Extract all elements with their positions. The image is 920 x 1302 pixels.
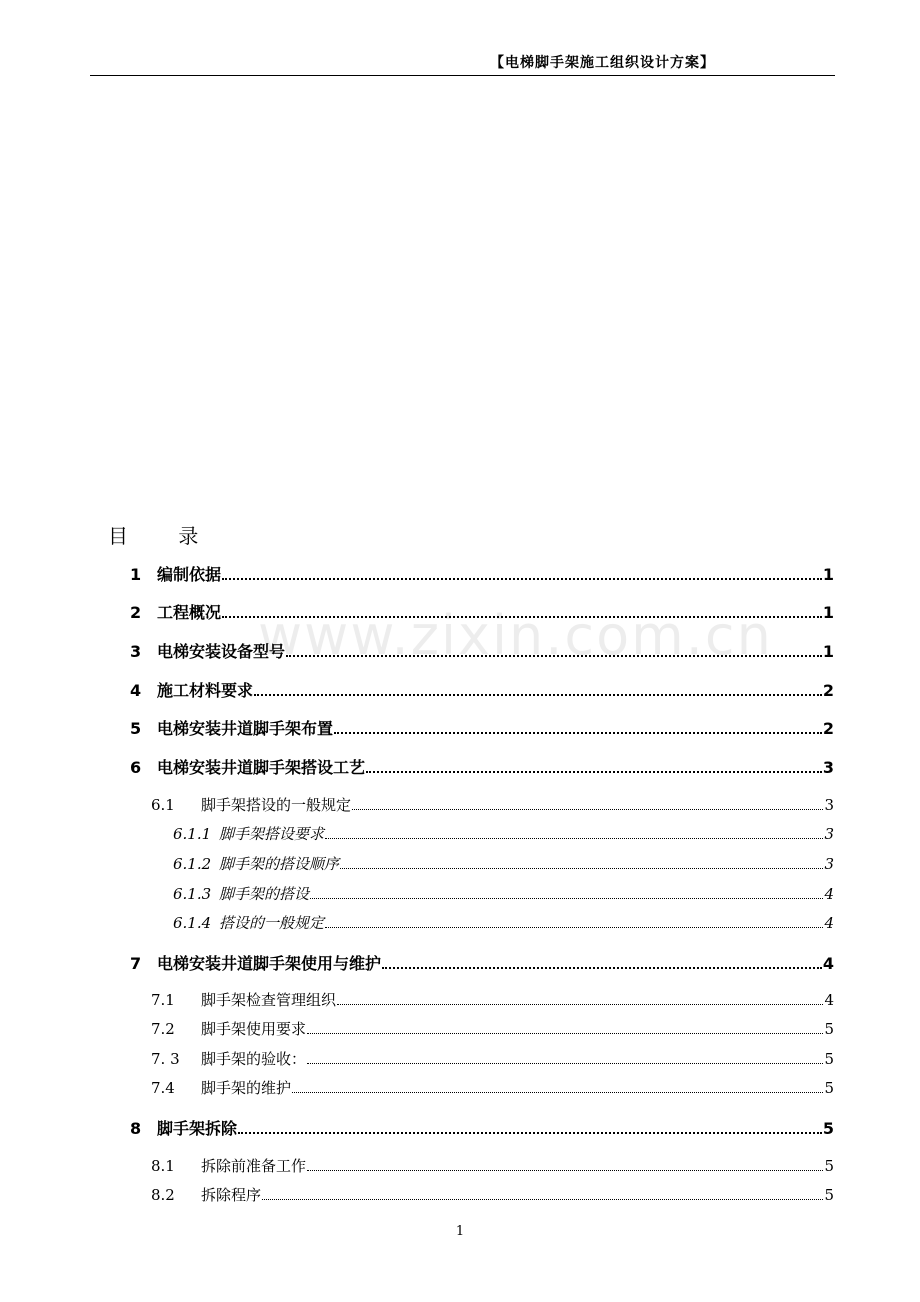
toc-entry-7-3[interactable] [151, 1048, 834, 1069]
toc-entry-6[interactable] [130, 755, 834, 778]
toc-entry-6-1-1[interactable] [173, 823, 834, 844]
toc-leader-dots [292, 1092, 823, 1093]
toc-entry-6-1-4[interactable] [173, 912, 834, 933]
toc-entry-label: 拆除前准备工作 [201, 1157, 307, 1175]
toc-entry-label: 脚手架的维护 [201, 1079, 292, 1097]
toc-entry-page: 2 [822, 681, 834, 700]
toc-entry-label: 脚手架的搭设顺序 [219, 855, 340, 873]
toc-entry-label: 工程概况 [157, 603, 222, 622]
toc-entry-5[interactable] [130, 716, 834, 739]
toc-entry-page: 5 [824, 1050, 834, 1068]
toc-entry-6-1-3[interactable] [173, 883, 834, 904]
toc-entry-number: 8.1 [151, 1157, 175, 1175]
toc-entry-page: 5 [822, 1119, 834, 1138]
toc-entry-number: 6.1 [151, 796, 175, 814]
toc-entry-number: 5 [130, 719, 142, 738]
page-number: 1 [455, 1224, 465, 1239]
toc-entry-page: 3 [824, 855, 834, 873]
toc-entry-6-1[interactable] [151, 794, 834, 815]
toc-entry-number: 7.1 [151, 991, 175, 1009]
toc-entry-number: 8.2 [151, 1186, 175, 1204]
toc-entry-label: 脚手架搭设要求 [219, 825, 325, 843]
toc-entry-page: 5 [824, 1186, 834, 1204]
toc-entry-page: 3 [824, 796, 834, 814]
toc-leader-dots [307, 1063, 823, 1064]
toc-entry-label: 施工材料要求 [157, 681, 254, 700]
toc-entry-page: 1 [822, 565, 834, 584]
toc-entry-page: 1 [822, 642, 834, 661]
header-title: 【电梯脚手架施工组织设计方案】 [490, 55, 715, 71]
toc-entry-number: 4 [130, 681, 142, 700]
toc-entry-7-2[interactable] [151, 1018, 834, 1039]
toc-entry-2[interactable] [130, 600, 834, 623]
toc-leader-dots [222, 578, 822, 580]
toc-leader-dots [238, 1132, 822, 1134]
toc-leader-dots [334, 732, 822, 734]
toc-entry-number: 7.4 [151, 1079, 175, 1097]
toc-entry-page: 3 [824, 825, 834, 843]
toc-entry-page: 4 [824, 885, 834, 903]
toc-entry-4[interactable] [130, 678, 834, 701]
toc-entry-label: 脚手架检查管理组织 [201, 991, 337, 1009]
toc-entry-number: 6 [130, 758, 142, 777]
toc-entry-number: 6.1.1 [173, 825, 212, 843]
toc-leader-dots [337, 1004, 823, 1005]
toc-entry-label: 编制依据 [157, 565, 222, 584]
toc-entry-7-1[interactable] [151, 989, 834, 1010]
toc-leader-dots [262, 1199, 823, 1200]
toc-entry-1[interactable] [130, 562, 834, 585]
toc-leader-dots [366, 771, 822, 773]
toc-leader-dots [286, 655, 822, 657]
toc-entry-label: 脚手架搭设的一般规定 [201, 796, 352, 814]
toc-entry-7[interactable] [130, 951, 834, 974]
toc-entry-number: 1 [130, 565, 142, 584]
toc-entry-label: 脚手架的搭设 [219, 885, 310, 903]
toc-entry-number: 6.1.4 [173, 914, 212, 932]
toc-entry-page: 3 [822, 758, 834, 777]
toc-entry-number: 6.1.2 [173, 855, 212, 873]
toc-entry-label: 脚手架拆除 [157, 1119, 238, 1138]
toc-entry-page: 2 [822, 719, 834, 738]
toc-entry-label: 搭设的一般规定 [219, 914, 325, 932]
toc-entry-label: 电梯安装设备型号 [157, 642, 286, 661]
toc-entry-page: 5 [824, 1079, 834, 1097]
toc-entry-number: 6.1.3 [173, 885, 212, 903]
toc-entry-page: 4 [824, 991, 834, 1009]
toc-leader-dots [325, 838, 823, 839]
toc-entry-3[interactable] [130, 639, 834, 662]
toc-entry-label: 脚手架使用要求 [201, 1020, 307, 1038]
toc-entry-page: 4 [824, 914, 834, 932]
toc-entry-number: 2 [130, 603, 142, 622]
toc-entry-number: 3 [130, 642, 142, 661]
toc-entry-label: 脚手架的验收： [201, 1050, 307, 1068]
toc-entry-8[interactable] [130, 1116, 834, 1139]
toc-entry-page: 5 [824, 1020, 834, 1038]
toc-entry-label: 电梯安装井道脚手架使用与维护 [157, 954, 382, 973]
toc-entry-7-4[interactable] [151, 1077, 834, 1098]
toc-leader-dots [382, 967, 822, 969]
watermark: www.zixin.com.cn [258, 604, 773, 667]
toc-entry-label: 拆除程序 [201, 1186, 262, 1204]
toc-entry-8-1[interactable] [151, 1155, 834, 1176]
toc-entry-page: 4 [822, 954, 834, 973]
toc-leader-dots [325, 927, 823, 928]
toc-entry-number: 7. 3 [151, 1050, 180, 1068]
toc-leader-dots [310, 898, 823, 899]
toc-entry-page: 5 [824, 1157, 834, 1175]
toc-entry-label: 电梯安装井道脚手架搭设工艺 [157, 758, 366, 777]
toc-entry-number: 8 [130, 1119, 142, 1138]
toc-entry-number: 7 [130, 954, 142, 973]
toc-leader-dots [254, 694, 822, 696]
toc-entry-label: 电梯安装井道脚手架布置 [157, 719, 334, 738]
toc-leader-dots [340, 868, 823, 869]
toc-leader-dots [222, 616, 822, 618]
toc-entry-page: 1 [822, 603, 834, 622]
toc-entry-6-1-2[interactable] [173, 853, 834, 874]
toc-entry-number: 7.2 [151, 1020, 175, 1038]
toc-leader-dots [352, 809, 823, 810]
toc-entry-8-2[interactable] [151, 1184, 834, 1205]
toc-leader-dots [307, 1170, 823, 1171]
toc-leader-dots [307, 1033, 823, 1034]
toc-heading: 目 录 [108, 524, 221, 548]
